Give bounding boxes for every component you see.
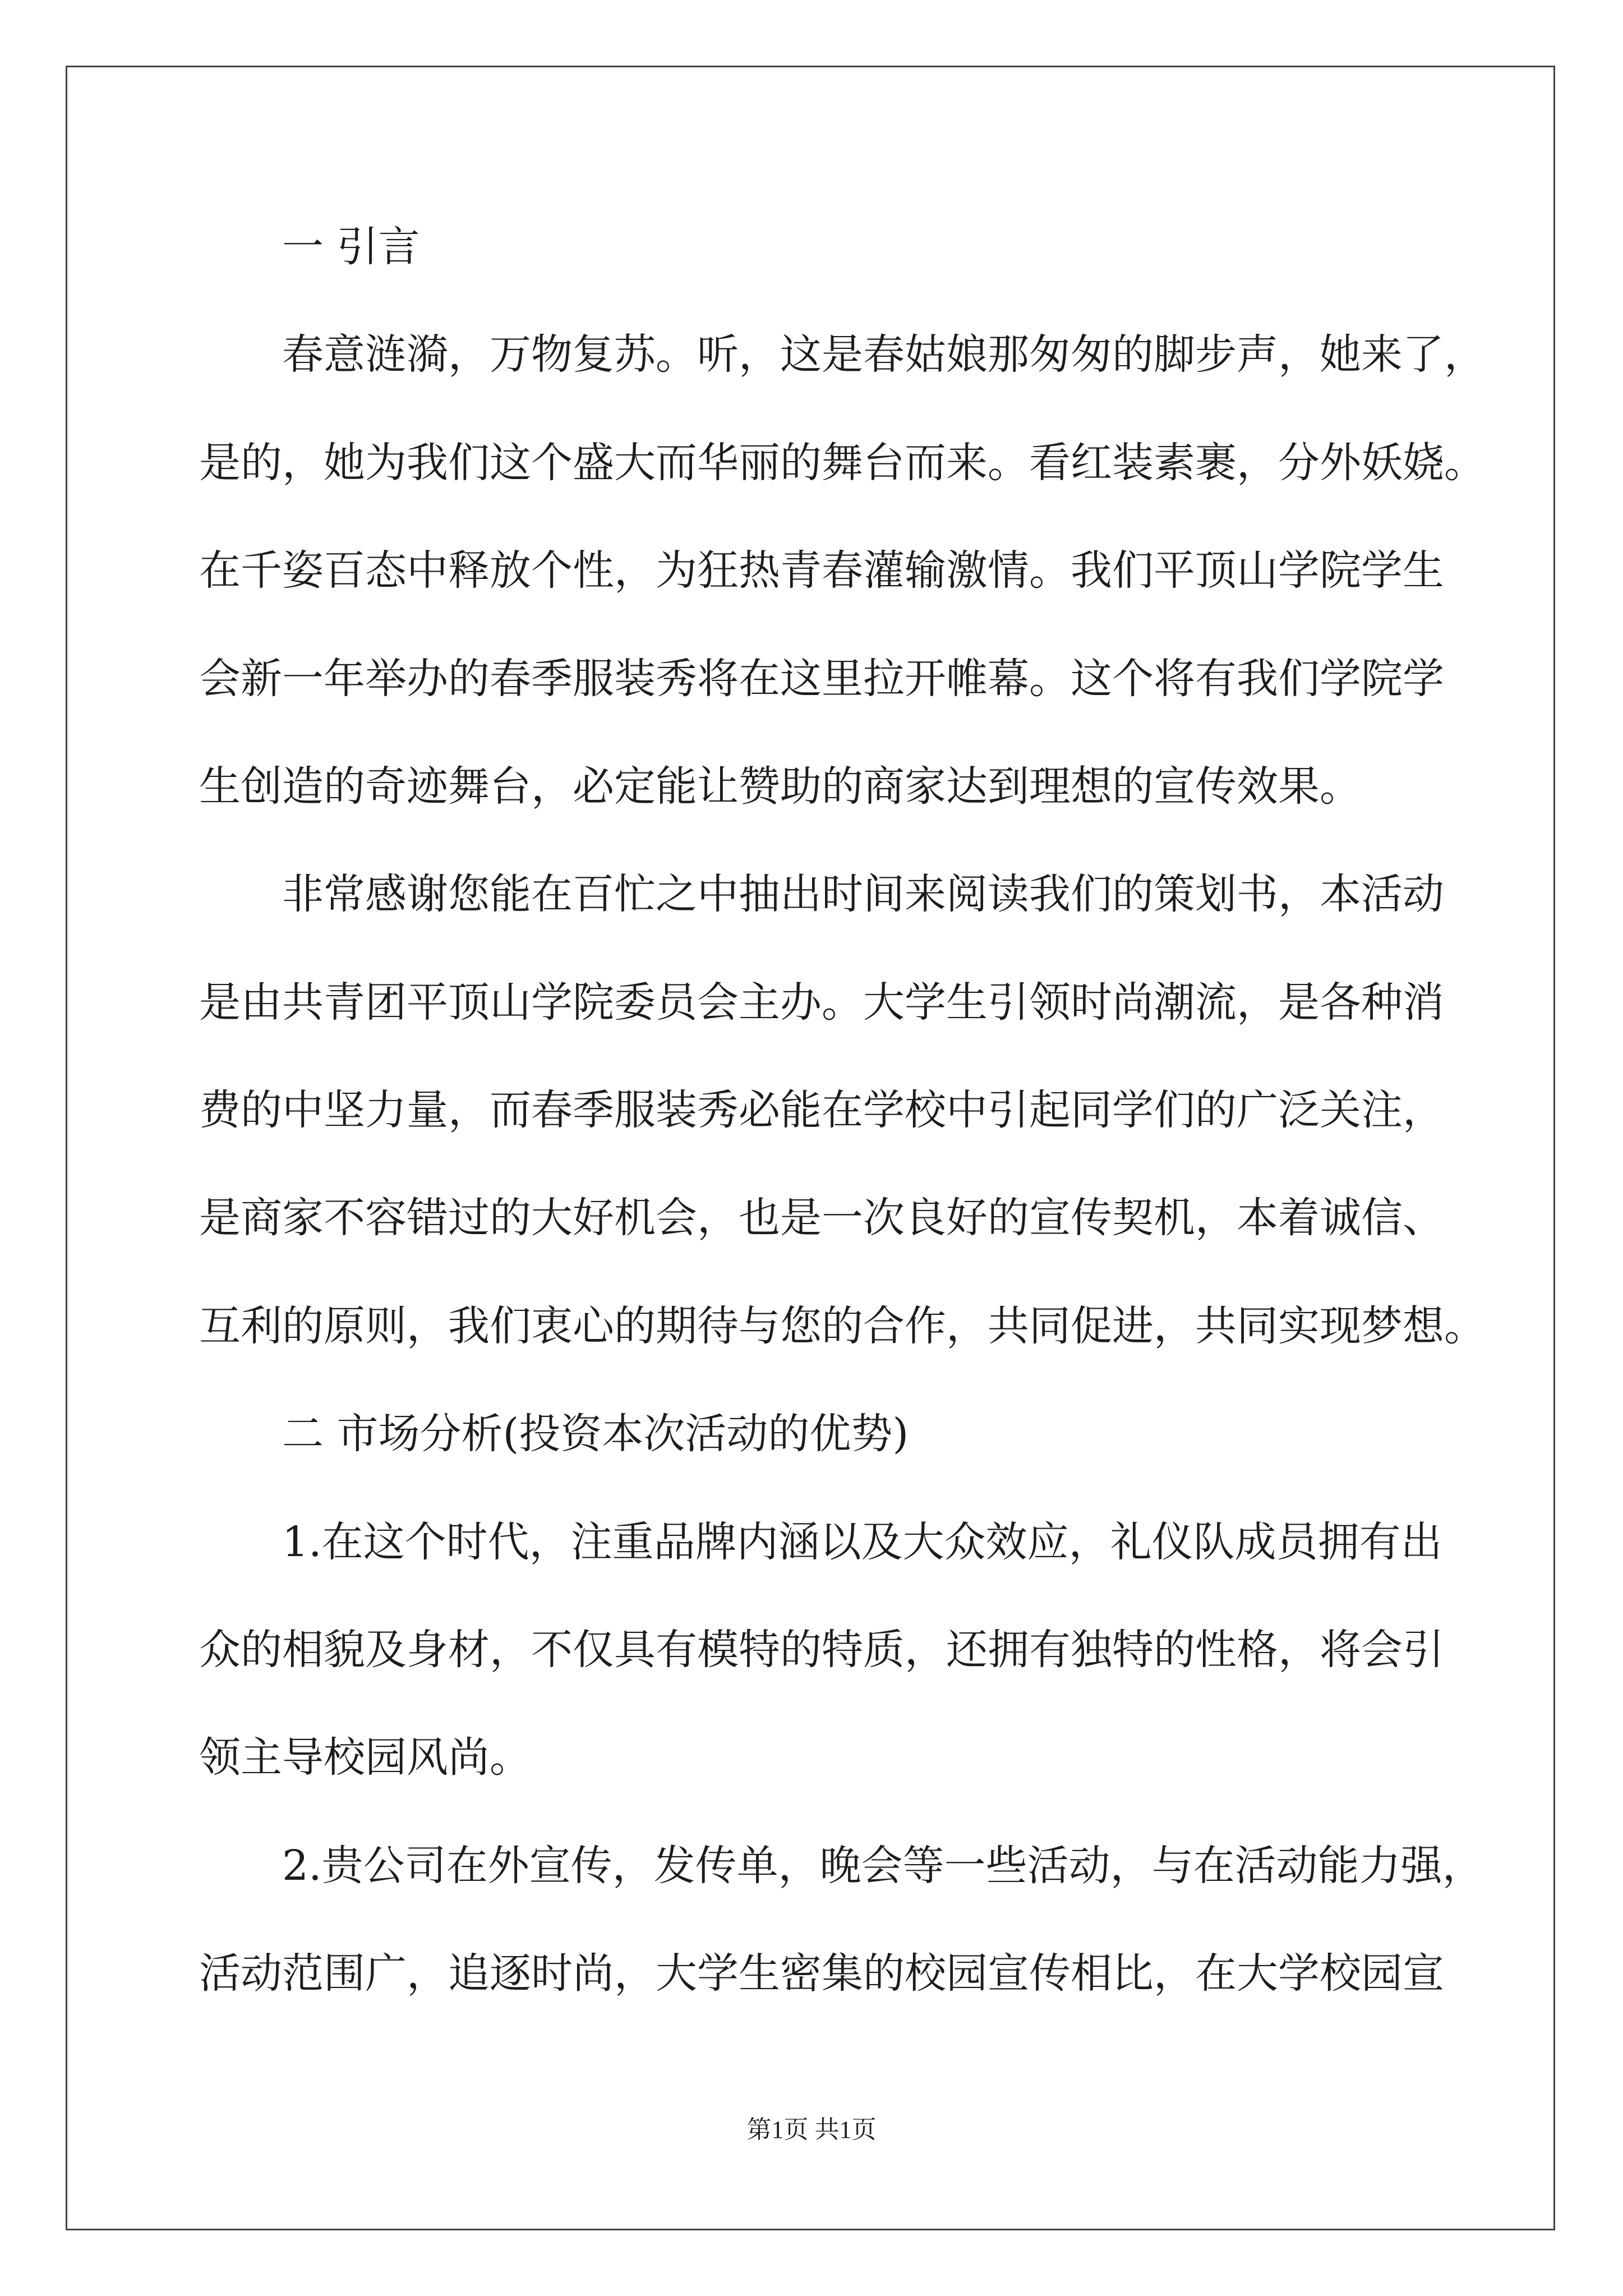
page-number-footer: 第1页 共1页 xyxy=(746,2116,877,2143)
list-item-line: 众的相貌及身材，不仅具有模特的特质，还拥有独特的性格，将会引 xyxy=(199,1626,1444,1674)
paragraph-line: 是的，她为我们这个盛大而华丽的舞台而来。看红装素裹，分外妖娆。 xyxy=(199,439,1486,487)
paragraph-line: 非常感谢您能在百忙之中抽出时间来阅读我们的策划书，本活动 xyxy=(282,870,1444,918)
paragraph-line: 是商家不容错过的大好机会，也是一次良好的宣传契机，本着诚信、 xyxy=(199,1194,1444,1242)
section-heading-1: 一 引言 xyxy=(282,223,420,271)
list-item-line: 活动范围广，追逐时尚，大学生密集的校园宣传相比，在大学校园宣 xyxy=(199,1949,1444,1998)
paragraph-line: 春意涟漪，万物复苏。听，这是春姑娘那匆匆的脚步声，她来了， xyxy=(282,330,1486,379)
paragraph-line: 会新一年举办的春季服装秀将在这里拉开帷幕。这个将有我们学院学 xyxy=(199,655,1444,703)
paragraph-line: 费的中坚力量，而春季服装秀必能在学校中引起同学们的广泛关注， xyxy=(199,1086,1444,1134)
paragraph-line: 生创造的奇迹舞台，必定能让赞助的商家达到理想的宣传效果。 xyxy=(199,762,1361,811)
list-item-line: 领主导校园风尚。 xyxy=(199,1733,531,1782)
section-heading-2: 二 市场分析(投资本次活动的优势) xyxy=(282,1410,909,1458)
paragraph-line: 在千姿百态中释放个性，为狂热青春灌输激情。我们平顶山学院学生 xyxy=(199,546,1444,595)
list-item-line: 2.贵公司在外宣传，发传单，晚会等一些活动，与在活动能力强， xyxy=(282,1842,1484,1890)
list-item-line: 1.在这个时代，注重品牌内涵以及大众效应，礼仪队成员拥有出 xyxy=(282,1518,1442,1566)
page-border xyxy=(66,66,1555,2230)
paragraph-line: 互利的原则，我们衷心的期待与您的合作，共同促进，共同实现梦想。 xyxy=(199,1302,1486,1350)
paragraph-line: 是由共青团平顶山学院委员会主办。大学生引领时尚潮流，是各种消 xyxy=(199,978,1444,1027)
